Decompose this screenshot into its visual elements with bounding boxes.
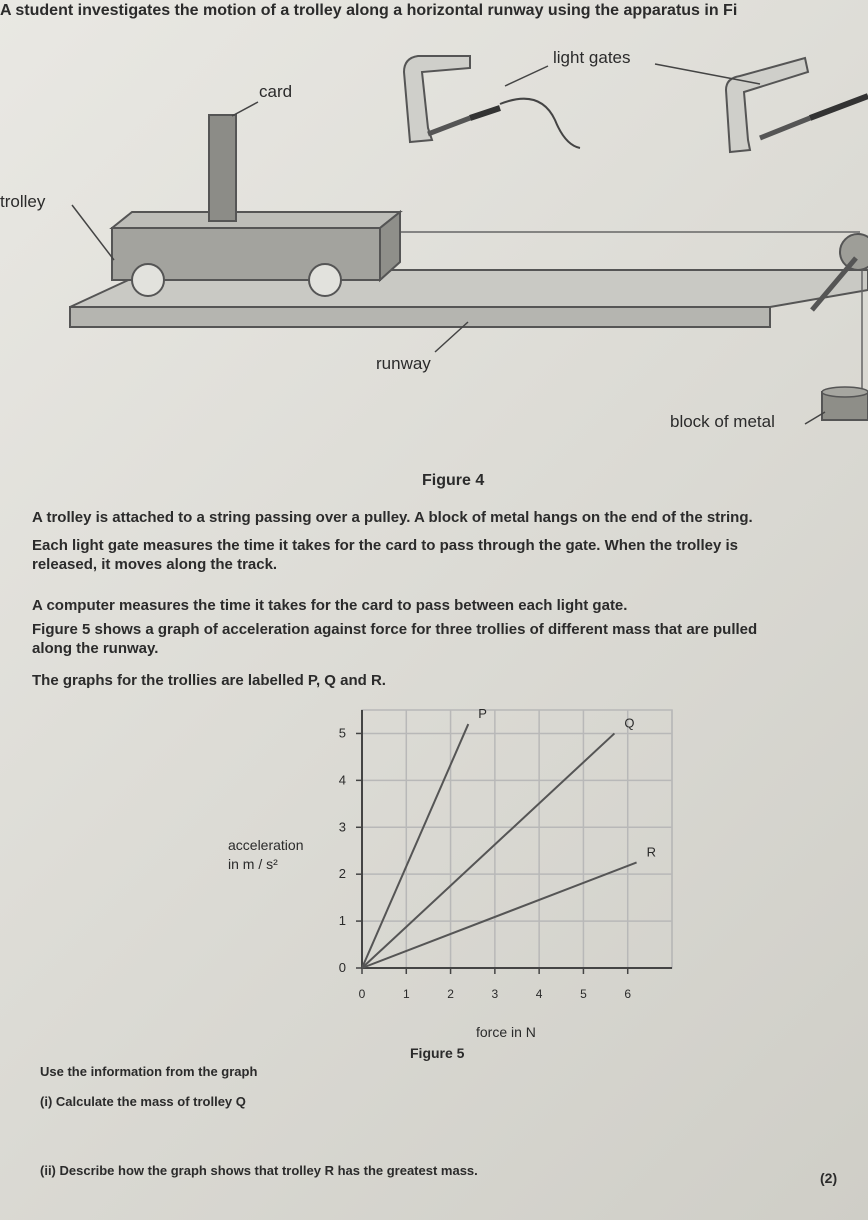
label-trolley: trolley xyxy=(0,192,46,211)
label-light-gates: light gates xyxy=(553,48,631,67)
paragraph-4: A computer measures the time it takes for the card to pass between each light gate. xyxy=(32,597,628,614)
plot-frame xyxy=(362,710,672,968)
label-block-of-metal: block of metal xyxy=(670,412,775,431)
x-tick-label: 1 xyxy=(402,987,410,1001)
y-axis-label-line1: acceleration xyxy=(228,837,304,853)
x-axis-label: force in N xyxy=(476,1024,536,1040)
y-axis-label-line2: in m / s² xyxy=(228,856,278,872)
label-card: card xyxy=(259,82,293,101)
paragraph-2: Each light gate measures the time it takes for the card to pass through the gate. When the trolley is xyxy=(32,537,738,554)
series-line-q xyxy=(362,733,614,968)
question-i: (i) Calculate the mass of trolley Q xyxy=(40,1094,246,1109)
y-tick-label: 0 xyxy=(338,960,346,975)
paragraph-1: A trolley is attached to a string passing over a pulley. A block of metal hangs on the end of the string. xyxy=(32,509,753,526)
y-tick-label: 5 xyxy=(338,725,346,741)
series-label-q: Q xyxy=(624,715,635,731)
x-tick-label: 4 xyxy=(535,987,543,1001)
x-tick-label: 0 xyxy=(358,987,366,1001)
y-tick-label: 2 xyxy=(338,866,346,882)
series-line-p xyxy=(362,724,468,968)
paragraph-5: Figure 5 shows a graph of acceleration against force for three trollies of different mass that are pulled xyxy=(32,621,758,638)
figure-4-caption: Figure 4 xyxy=(422,472,485,489)
marks-available: (2) xyxy=(820,1170,838,1186)
series-line-r xyxy=(362,862,637,968)
y-tick-label: 4 xyxy=(338,772,346,788)
paragraph-7: The graphs for the trollies are labelled P, Q and R. xyxy=(32,672,386,689)
x-tick-label: 2 xyxy=(447,987,454,1001)
series-label-r: R xyxy=(646,844,656,860)
y-tick-label: 3 xyxy=(338,819,346,835)
paragraph-6: along the runway. xyxy=(32,640,159,657)
x-tick-label: 6 xyxy=(624,987,632,1001)
label-runway: runway xyxy=(376,354,431,373)
x-tick-label: 5 xyxy=(580,987,587,1001)
paragraph-3: released, it moves along the track. xyxy=(32,556,278,573)
y-tick-label: 1 xyxy=(338,913,346,929)
intro-text: A student investigates the motion of a trolley along a horizontal runway using the apparatus in Fi xyxy=(0,2,738,19)
x-tick-label: 3 xyxy=(491,987,499,1001)
question-ii: (ii) Describe how the graph shows that trolley R has the greatest mass. xyxy=(40,1163,478,1178)
series-label-p: P xyxy=(478,706,487,722)
figure-5-caption: Figure 5 xyxy=(410,1045,465,1061)
question-lead: Use the information from the graph xyxy=(40,1064,258,1079)
